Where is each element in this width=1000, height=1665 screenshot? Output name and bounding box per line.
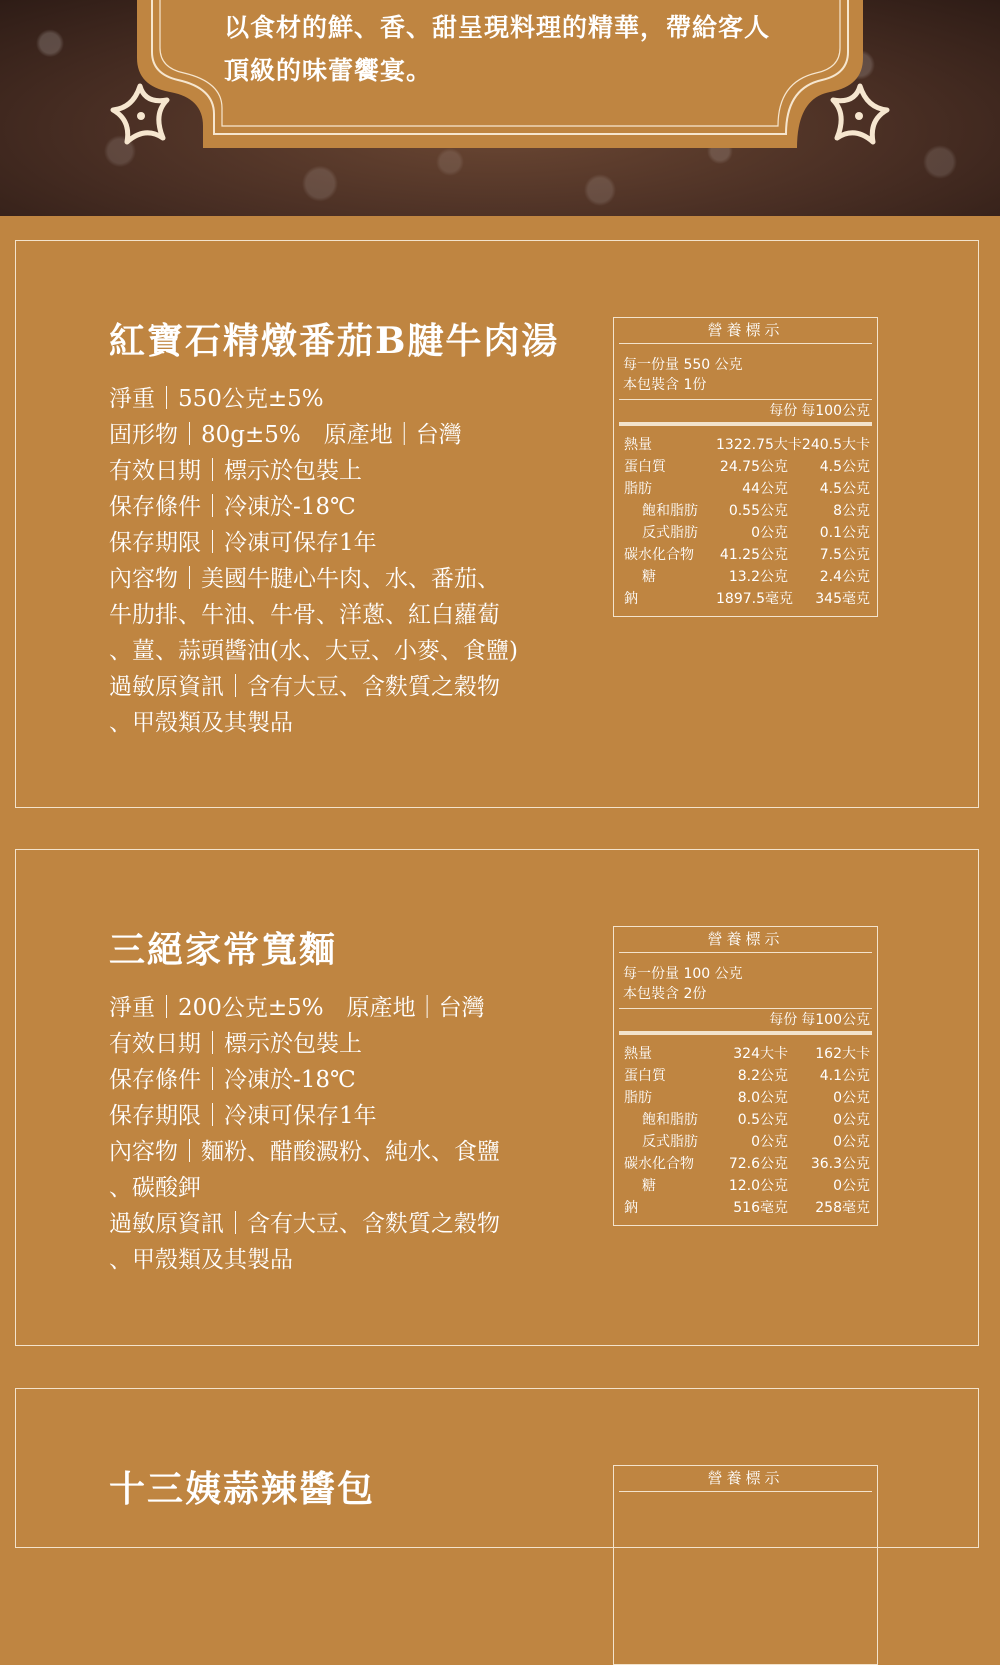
value-per-serving: 41.25公克 xyxy=(719,547,788,563)
servings-per-package: 本包裝含 1份 xyxy=(623,377,707,393)
nutrition-rows xyxy=(619,426,872,610)
value-per-100g: 4.1公克 xyxy=(819,1068,870,1084)
nutrition-row xyxy=(619,434,872,456)
spec-line: 、甲殼類及其製品 xyxy=(109,710,293,736)
nutrient-name: 蛋白質 xyxy=(624,1068,666,1084)
nutrition-header xyxy=(619,1009,872,1035)
nutrition-title: 營養標示 xyxy=(619,318,872,344)
nutrient-name: 熱量 xyxy=(624,1046,652,1062)
nutrient-name: 飽和脂肪 xyxy=(642,1112,698,1128)
nutrition-serving-info xyxy=(619,953,872,1009)
value-per-100g: 0公克 xyxy=(833,1134,870,1150)
value-per-100g: 0公克 xyxy=(833,1112,870,1128)
nutrition-row xyxy=(619,1131,872,1153)
value-per-100g: 36.3公克 xyxy=(810,1156,870,1172)
value-per-serving: 324大卡 xyxy=(733,1046,788,1062)
nutrition-title: 營養標示 xyxy=(619,1466,872,1492)
value-per-100g: 8公克 xyxy=(833,503,870,519)
value-per-serving: 13.2公克 xyxy=(728,569,788,585)
value-per-100g: 0公克 xyxy=(833,1178,870,1194)
spec-line: 內容物｜麵粉、醋酸澱粉、純水、食鹽 xyxy=(109,1139,500,1165)
nutrient-name: 碳水化合物 xyxy=(624,1156,694,1172)
nutrition-row xyxy=(619,544,872,566)
value-per-serving: 24.75公克 xyxy=(719,459,788,475)
hero-tagline: 以食材的鮮、香、甜呈現料理的精華，帶給客人頂級的味蕾饗宴。 xyxy=(224,13,771,85)
value-per-100g: 0公克 xyxy=(833,1090,870,1106)
product-title: 十三姨蒜辣醬包 xyxy=(109,1468,376,1510)
nutrition-header xyxy=(619,400,872,426)
nutrient-name: 熱量 xyxy=(624,437,652,453)
nutrition-row xyxy=(619,1087,872,1109)
nutrition-table xyxy=(613,926,878,1226)
product-title: 三絕家常寬麵 xyxy=(109,929,338,971)
nutrition-row xyxy=(619,1175,872,1197)
value-per-serving: 12.0公克 xyxy=(728,1178,788,1194)
column-per-100g: 每100公克 xyxy=(801,1012,870,1028)
nutrient-name: 脂肪 xyxy=(624,1090,652,1106)
value-per-100g: 240.5大卡 xyxy=(801,437,870,453)
spec-line: 過敏原資訊｜含有大豆、含麩質之穀物 xyxy=(109,1211,500,1237)
spec-line: 有效日期｜標示於包裝上 xyxy=(109,458,362,484)
value-per-100g: 7.5公克 xyxy=(819,547,870,563)
nutrient-name: 鈉 xyxy=(624,591,638,607)
column-per-100g: 每100公克 xyxy=(801,403,870,419)
star-ornament-icon xyxy=(825,82,895,148)
product-card xyxy=(15,849,979,1346)
product-card xyxy=(15,240,979,808)
product-specs xyxy=(109,990,569,1278)
value-per-serving: 44公克 xyxy=(742,481,788,497)
value-per-100g: 258毫克 xyxy=(815,1200,870,1216)
spec-line: 、甲殼類及其製品 xyxy=(109,1247,293,1273)
nutrition-rows xyxy=(619,1035,872,1219)
nutrition-row xyxy=(619,1109,872,1131)
nutrition-row xyxy=(619,522,872,544)
spec-line: 保存期限｜冷凍可保存1年 xyxy=(109,530,377,556)
nutrient-name: 鈉 xyxy=(624,1200,638,1216)
nutrition-row xyxy=(619,1065,872,1087)
nutrient-name: 脂肪 xyxy=(624,481,652,497)
product-title: 紅寶石精燉番茄B腱牛肉湯 xyxy=(109,320,560,362)
column-per-serving: 每份 xyxy=(769,1012,798,1028)
nutrition-row xyxy=(619,1043,872,1065)
spec-line: 內容物｜美國牛腱心牛肉、水、番茄、 xyxy=(109,566,500,592)
nutrition-row xyxy=(619,1197,872,1219)
value-per-serving: 0.5公克 xyxy=(737,1112,788,1128)
value-per-100g: 0.1公克 xyxy=(819,525,870,541)
nutrition-row xyxy=(619,478,872,500)
hero-banner xyxy=(0,0,1000,216)
value-per-serving: 516毫克 xyxy=(733,1200,788,1216)
value-per-serving: 1897.5毫克 xyxy=(716,591,793,607)
spec-line: 過敏原資訊｜含有大豆、含麩質之穀物 xyxy=(109,674,500,700)
nutrition-row xyxy=(619,456,872,478)
spec-line: 、碳酸鉀 xyxy=(109,1175,201,1201)
product-card xyxy=(15,1388,979,1548)
value-per-100g: 4.5公克 xyxy=(819,459,870,475)
value-per-100g: 345毫克 xyxy=(815,591,870,607)
star-ornament-icon xyxy=(105,82,175,148)
spec-line: 保存條件｜冷凍於-18℃ xyxy=(109,1067,356,1093)
spec-line: 淨重｜200公克±5% 原產地｜台灣 xyxy=(109,995,485,1021)
nutrition-title: 營養標示 xyxy=(619,927,872,953)
nutrient-name: 飽和脂肪 xyxy=(642,503,698,519)
value-per-serving: 8.0公克 xyxy=(737,1090,788,1106)
spec-line: 固形物｜80g±5% 原產地｜台灣 xyxy=(109,422,462,448)
nutrient-name: 反式脂肪 xyxy=(642,1134,698,1150)
value-per-serving: 0公克 xyxy=(751,1134,788,1150)
spec-line: 牛肋排、牛油、牛骨、洋蔥、紅白蘿蔔 xyxy=(109,602,500,628)
value-per-serving: 0公克 xyxy=(751,525,788,541)
column-per-serving: 每份 xyxy=(769,403,798,419)
nutrition-serving-info xyxy=(619,344,872,400)
nutrition-row xyxy=(619,588,872,610)
nutrition-row xyxy=(619,1153,872,1175)
nutrition-table xyxy=(613,1465,878,1665)
spec-line: 、薑、蒜頭醬油(水、大豆、小麥、食鹽) xyxy=(109,638,518,664)
nutrient-name: 糖 xyxy=(642,569,656,585)
servings-per-package: 本包裝含 2份 xyxy=(623,986,707,1002)
spec-line: 淨重｜550公克±5% xyxy=(109,386,324,412)
value-per-serving: 1322.75大卡 xyxy=(716,437,802,453)
value-per-serving: 72.6公克 xyxy=(728,1156,788,1172)
spec-line: 有效日期｜標示於包裝上 xyxy=(109,1031,362,1057)
value-per-serving: 8.2公克 xyxy=(737,1068,788,1084)
spec-line: 保存條件｜冷凍於-18℃ xyxy=(109,494,356,520)
nutrient-name: 反式脂肪 xyxy=(642,525,698,541)
serving-size: 每一份量 100 公克 xyxy=(623,966,743,982)
nutrient-name: 碳水化合物 xyxy=(624,547,694,563)
nutrient-name: 蛋白質 xyxy=(624,459,666,475)
value-per-100g: 162大卡 xyxy=(815,1046,870,1062)
spec-line: 保存期限｜冷凍可保存1年 xyxy=(109,1103,377,1129)
nutrition-table xyxy=(613,317,878,617)
value-per-100g: 2.4公克 xyxy=(819,569,870,585)
value-per-serving: 0.55公克 xyxy=(728,503,788,519)
value-per-100g: 4.5公克 xyxy=(819,481,870,497)
product-specs xyxy=(109,381,569,741)
nutrition-row xyxy=(619,500,872,522)
serving-size: 每一份量 550 公克 xyxy=(623,357,743,373)
nutrient-name: 糖 xyxy=(642,1178,656,1194)
nutrition-row xyxy=(619,566,872,588)
